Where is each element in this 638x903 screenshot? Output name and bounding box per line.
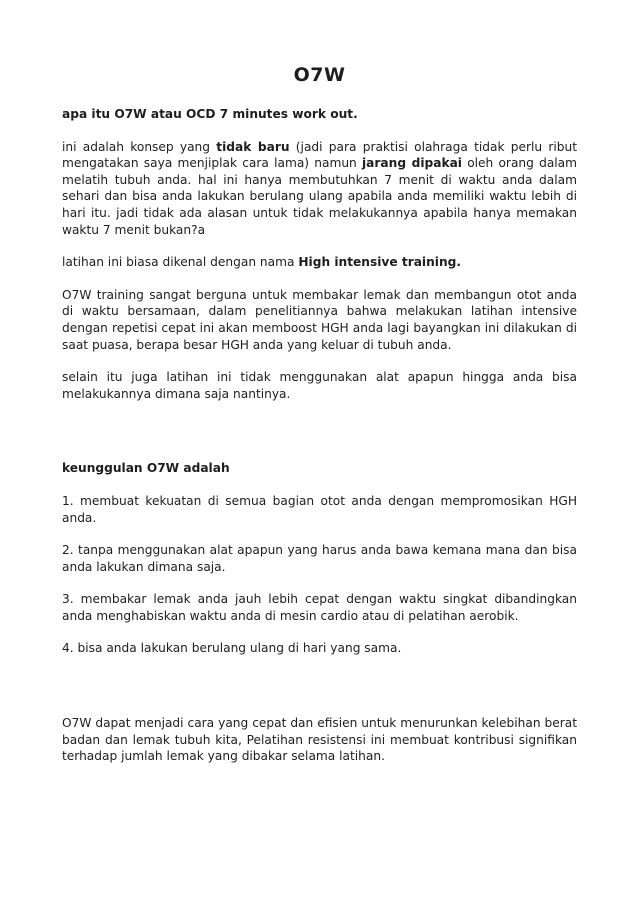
paragraph-known-as-bold: High intensive training. xyxy=(298,255,461,270)
document-page xyxy=(62,62,577,781)
paragraph-intro-text-2: (jadi para praktisi olahraga tidak perlu ribut mengatakan saya menjiplak cara lama) namun xyxy=(62,139,577,171)
list-item: 4. bisa anda lakukan berulang ulang di hari yang sama. xyxy=(62,641,402,656)
section-heading: keunggulan O7W adalah xyxy=(62,461,230,476)
paragraph-known-as-text: latihan ini biasa dikenal dengan nama xyxy=(62,255,299,270)
paragraph-intro-bold-1: tidak baru xyxy=(216,139,290,154)
paragraph-intro-bold-2: jarang dipakai xyxy=(362,156,462,171)
paragraph-benefits: O7W training sangat berguna untuk membakar lemak dan membangun otot anda di waktu bersamaan, dalam penelitiannya bahwa melakukan latihan intensive dengan repetisi cepat ini akan memboost HGH anda lagi bayangkan ini dilakukan di saat puasa, berapa besar HGH anda yang keluar di tubuh anda. xyxy=(62,287,577,352)
paragraph-intro-text-1: ini adalah konsep yang xyxy=(62,139,217,154)
paragraph-known-as xyxy=(62,254,577,271)
document-subtitle: apa itu O7W atau OCD 7 minutes work out. xyxy=(62,107,358,121)
list-item: 1. membuat kekuatan di semua bagian otot anda dengan mempromosikan HGH anda. xyxy=(62,493,577,525)
spacer xyxy=(62,418,577,460)
spacer xyxy=(62,673,577,715)
list-item: 2. tanpa menggunakan alat apapun yang harus anda bawa kemana mana dan bisa anda lakukan dimana saja. xyxy=(62,543,577,574)
paragraph-intro xyxy=(62,139,577,239)
list-item: 3. membakar lemak anda jauh lebih cepat dengan waktu singkat dibandingkan anda menghabiskan waktu anda di mesin cardio atau di pelatihan aerobik. xyxy=(62,592,577,623)
paragraph-intro-text-3: oleh orang dalam melatih tubuh anda. hal ini hanya membutuhkan 7 menit di waktu anda dalam sehari dan bisa anda lakukan berulang ulang apabila anda memiliki waktu lebih di hari itu. jadi tidak ada alasan untuk tidak melakukannya apabila hanya memakan waktu 7 menit bukan?a xyxy=(62,156,578,237)
document-title: O7W xyxy=(293,64,346,86)
paragraph-no-equipment: selain itu juga latihan ini tidak menggunakan alat apapun hingga anda bisa melakukannya dimana saja nantinya. xyxy=(62,370,577,401)
paragraph-closing: O7W dapat menjadi cara yang cepat dan efisien untuk menurunkan kelebihan berat badan dan lemak tubuh kita, Pelatihan resistensi ini membuat kontribusi signifikan terhadap jumlah lemak yang dibakar selama latihan. xyxy=(62,716,577,764)
